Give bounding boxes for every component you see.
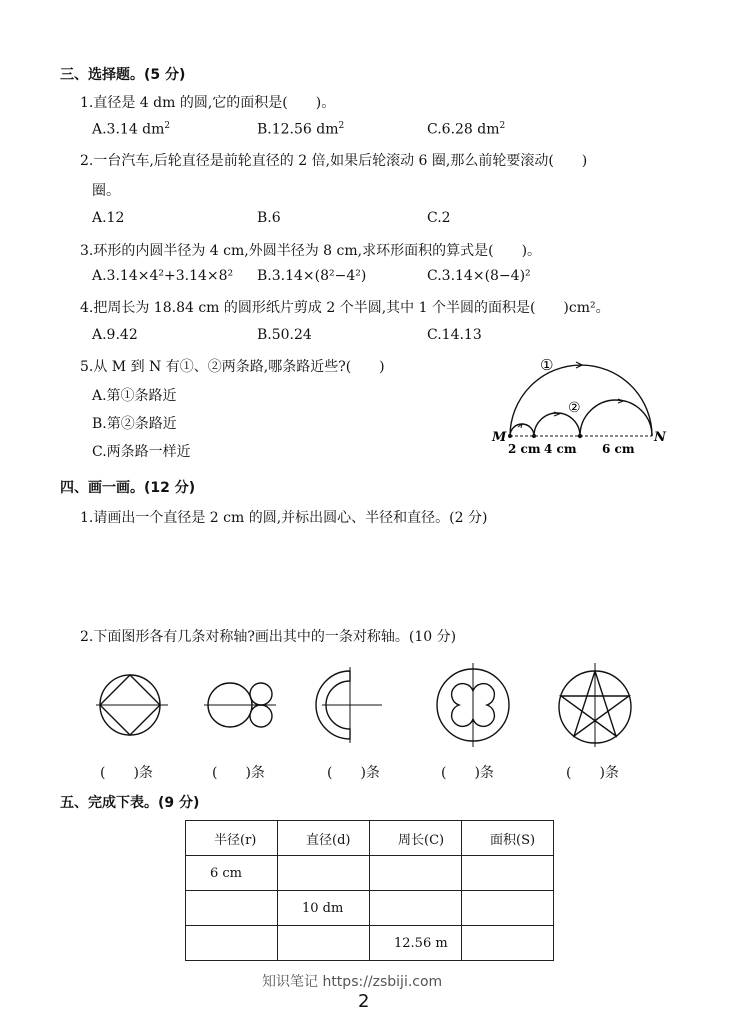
table-header-cell: 直径(d) — [278, 821, 370, 856]
table-cell — [462, 926, 554, 961]
question-3-stem: 3.环形的内圆半径为 4 cm,外圆半径为 8 cm,求环形面积的算式是( )。 — [80, 243, 542, 259]
table-cell — [278, 926, 370, 961]
question-5-stem: 5.从 M 到 N 有①、②两条路,哪条路近些?( ) — [80, 359, 385, 375]
table-cell — [370, 891, 462, 926]
label-m: M — [492, 430, 507, 445]
shape-circle-square — [96, 675, 168, 735]
point-junction-2 — [578, 434, 582, 438]
table-header-cell: 周长(C) — [370, 821, 462, 856]
table-row — [186, 926, 554, 961]
table-cell: 12.56 m — [370, 926, 462, 961]
answer-slot-5: ( )条 — [566, 765, 619, 781]
label-route-2: ② — [568, 400, 581, 416]
circle-table — [185, 820, 554, 961]
q5-option-c: C.两条路一样近 — [92, 444, 191, 460]
table-row — [186, 856, 554, 891]
shape-circle-flower — [437, 663, 509, 747]
section-4-title: 四、画一画。(12 分) — [60, 480, 196, 496]
q5-option-b: B.第②条路近 — [92, 416, 177, 432]
table-cell — [278, 856, 370, 891]
route-figure — [488, 350, 668, 460]
question-4-stem: 4.把周长为 18.84 cm 的圆形纸片剪成 2 个半圆,其中 1 个半圆的面积是( )cm²。 — [80, 300, 610, 316]
symmetry-shapes — [90, 663, 650, 753]
point-junction-1 — [532, 434, 536, 438]
table-header-row — [186, 821, 554, 856]
q1-option-b: B.12.56 $dm^2$ — [257, 121, 345, 138]
table-row — [186, 891, 554, 926]
q4-option-b: B.50.24 — [257, 327, 312, 343]
question-2-stem: 2.一台汽车,后轮直径是前轮直径的 2 倍,如果后轮滚动 6 圈,那么前轮要滚动( ) — [80, 153, 588, 169]
shape-half-ring — [316, 667, 382, 743]
route-2-arc-large — [580, 400, 652, 436]
label-2cm: 2 cm — [508, 442, 541, 456]
table-cell — [462, 891, 554, 926]
table-cell — [186, 891, 278, 926]
shape-three-circles — [204, 683, 276, 727]
section-5-title: 五、完成下表。(9 分) — [60, 795, 200, 811]
q1-option-c: C.6.28 $dm^2$ — [427, 121, 506, 138]
q2-option-a: A.12 — [92, 210, 125, 226]
q4-option-a: A.9.42 — [92, 327, 138, 343]
question-1-stem: 1.直径是 4 dm 的圆,它的面积是( )。 — [80, 95, 336, 111]
q2-option-b: B.6 — [257, 210, 281, 226]
section-3-title: 三、选择题。(5 分) — [60, 67, 186, 83]
answer-slot-2: ( )条 — [212, 765, 265, 781]
table-header-cell: 半径(r) — [186, 821, 278, 856]
point-m — [508, 434, 512, 438]
draw-question-2: 2.下面图形各有几条对称轴?画出其中的一条对称轴。(10 分) — [80, 629, 457, 645]
q1-option-a: A.3.14 $dm^2$ — [92, 121, 171, 138]
shape-circle-star — [559, 663, 631, 747]
label-4cm: 4 cm — [544, 442, 577, 456]
question-2-stem-cont: 圈。 — [92, 183, 120, 199]
q5-option-a: A.第①条路近 — [92, 388, 177, 404]
table-cell — [462, 856, 554, 891]
table-cell — [370, 856, 462, 891]
q3-option-c: C.3.14×(8−4)² — [427, 268, 531, 284]
label-6cm: 6 cm — [602, 442, 635, 456]
watermark-link[interactable]: 知识笔记 https://zsbiji.com — [262, 974, 443, 990]
answer-slot-3: ( )条 — [327, 765, 380, 781]
q3-option-a: A.3.14×4²+3.14×8² — [92, 268, 234, 284]
table-cell: 6 cm — [186, 856, 278, 891]
table-cell: 10 dm — [278, 891, 370, 926]
answer-slot-1: ( )条 — [100, 765, 153, 781]
q4-option-c: C.14.13 — [427, 327, 482, 343]
label-n: N — [654, 430, 666, 445]
q2-option-c: C.2 — [427, 210, 451, 226]
route-2-arc-medium — [534, 413, 580, 436]
q3-option-b: B.3.14×(8²−4²) — [257, 268, 367, 284]
table-header-cell: 面积(S) — [462, 821, 554, 856]
draw-question-1: 1.请画出一个直径是 2 cm 的圆,并标出圆心、半径和直径。(2 分) — [80, 510, 488, 526]
answer-slot-4: ( )条 — [441, 765, 494, 781]
arrow-route-2b — [618, 399, 623, 403]
table-cell — [186, 926, 278, 961]
label-route-1: ① — [540, 356, 554, 374]
page-number: 2 — [358, 991, 370, 1012]
